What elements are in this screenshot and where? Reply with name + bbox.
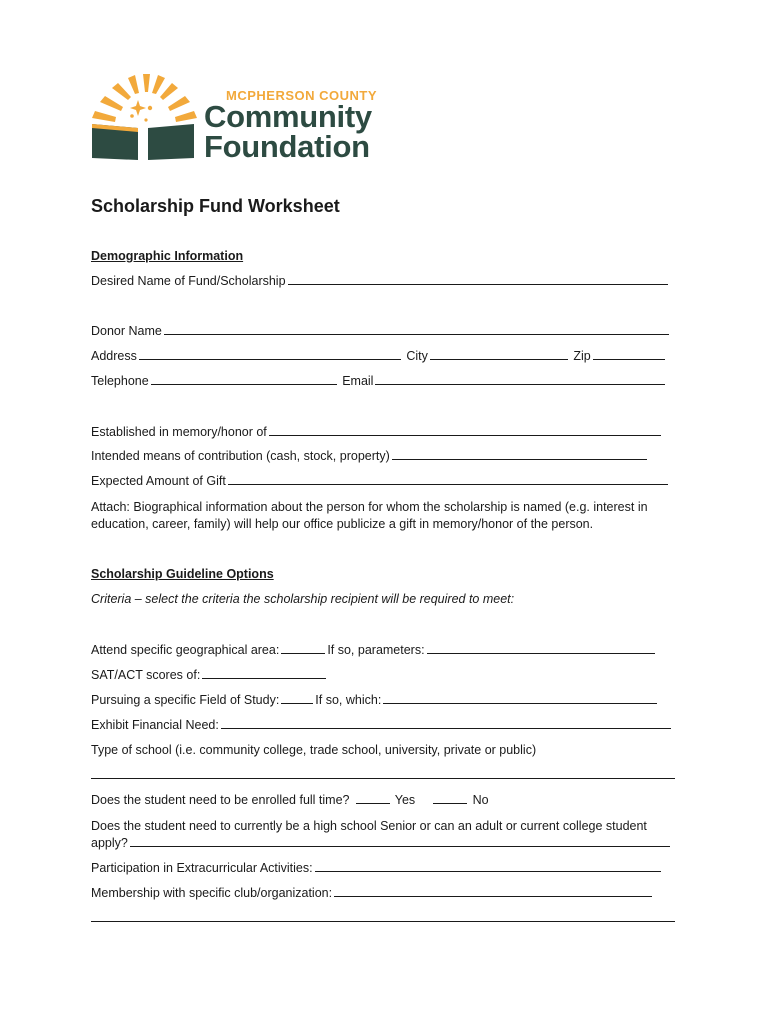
senior-label: Does the student need to currently be a high school Senior or can an adult or current college student apply? <box>91 819 647 850</box>
logo-foundation-text: Foundation <box>204 129 370 164</box>
study-if-label: If so, which: <box>315 693 382 707</box>
donor-name-label: Donor Name <box>91 324 162 338</box>
school-type-row <box>91 743 681 757</box>
extracurricular-row <box>91 861 681 875</box>
sat-row <box>91 668 681 682</box>
zip-label: Zip <box>573 349 591 363</box>
contribution-row <box>91 449 681 463</box>
telephone-row <box>91 374 681 388</box>
page-title: Scholarship Fund Worksheet <box>91 196 340 216</box>
sat-label: SAT/ACT scores of: <box>91 668 201 682</box>
gift-label: Expected Amount of Gift <box>91 474 226 488</box>
guidelines-heading-text: Scholarship Guideline Options <box>91 567 274 581</box>
address-row <box>91 349 681 363</box>
donor-name-field[interactable] <box>164 324 669 335</box>
club-extra-field[interactable] <box>91 911 675 922</box>
study-label: Pursuing a specific Field of Study: <box>91 693 280 707</box>
geo-parameters-field[interactable] <box>427 643 655 654</box>
contribution-field[interactable] <box>392 449 647 460</box>
extracurricular-field[interactable] <box>315 861 661 872</box>
donor-name-row <box>91 324 681 338</box>
full-time-yes-field[interactable] <box>356 793 390 804</box>
demographic-heading <box>91 249 681 263</box>
fund-name-row <box>91 274 681 288</box>
logo-community-text: Community <box>204 99 372 134</box>
fund-name-label: Desired Name of Fund/Scholarship <box>91 274 286 288</box>
sunrise-book-logo-icon <box>88 72 198 162</box>
city-field[interactable] <box>430 349 568 360</box>
club-answer-row <box>91 911 681 925</box>
address-field[interactable] <box>139 349 401 360</box>
email-label: Email <box>342 374 374 388</box>
gift-row <box>91 474 681 488</box>
need-label: Exhibit Financial Need: <box>91 718 219 732</box>
guidelines-heading <box>91 567 681 581</box>
telephone-label: Telephone <box>91 374 149 388</box>
senior-row <box>91 818 683 852</box>
memory-field[interactable] <box>269 425 661 436</box>
telephone-field[interactable] <box>151 374 337 385</box>
geo-row <box>91 643 681 657</box>
full-time-no-label: No <box>472 793 489 807</box>
extracurricular-label: Participation in Extracurricular Activities: <box>91 861 313 875</box>
full-time-row <box>91 793 681 807</box>
school-type-label: Type of school (i.e. community college, trade school, university, private or public) <box>91 743 537 757</box>
geo-field[interactable] <box>281 643 325 654</box>
memory-row <box>91 425 681 439</box>
senior-field[interactable] <box>130 836 670 847</box>
club-row <box>91 886 681 900</box>
city-label: City <box>406 349 428 363</box>
geo-label: Attend specific geographical area: <box>91 643 280 657</box>
address-label: Address <box>91 349 137 363</box>
need-row <box>91 718 681 732</box>
full-time-no-field[interactable] <box>433 793 467 804</box>
full-time-label: Does the student need to be enrolled full time? <box>91 793 350 807</box>
club-field[interactable] <box>334 886 652 897</box>
fund-name-field[interactable] <box>288 274 668 285</box>
contribution-label: Intended means of contribution (cash, stock, property) <box>91 449 390 463</box>
gift-field[interactable] <box>228 474 668 485</box>
need-field[interactable] <box>221 718 671 729</box>
demographic-heading-text: Demographic Information <box>91 249 244 263</box>
study-row <box>91 693 681 707</box>
sat-field[interactable] <box>202 668 326 679</box>
logo-county-text: MCPHERSON COUNTY <box>226 88 378 103</box>
full-time-yes-label: Yes <box>394 793 416 807</box>
school-type-field[interactable] <box>91 768 675 779</box>
email-field[interactable] <box>375 374 665 385</box>
foundation-logo <box>88 72 418 164</box>
memory-label: Established in memory/honor of <box>91 425 267 439</box>
attach-note: Attach: Biographical information about the person for whom the scholarship is named (e.g. interest in education, career, family) will help our office publicize a gift in memory/honor of the person. <box>91 500 648 531</box>
school-type-answer-row <box>91 768 681 782</box>
criteria-note: Criteria – select the criteria the scholarship recipient will be required to meet: <box>91 592 515 606</box>
study-field[interactable] <box>281 693 313 704</box>
geo-if-label: If so, parameters: <box>327 643 425 657</box>
club-label: Membership with specific club/organization: <box>91 886 333 900</box>
zip-field[interactable] <box>593 349 665 360</box>
study-which-field[interactable] <box>383 693 657 704</box>
